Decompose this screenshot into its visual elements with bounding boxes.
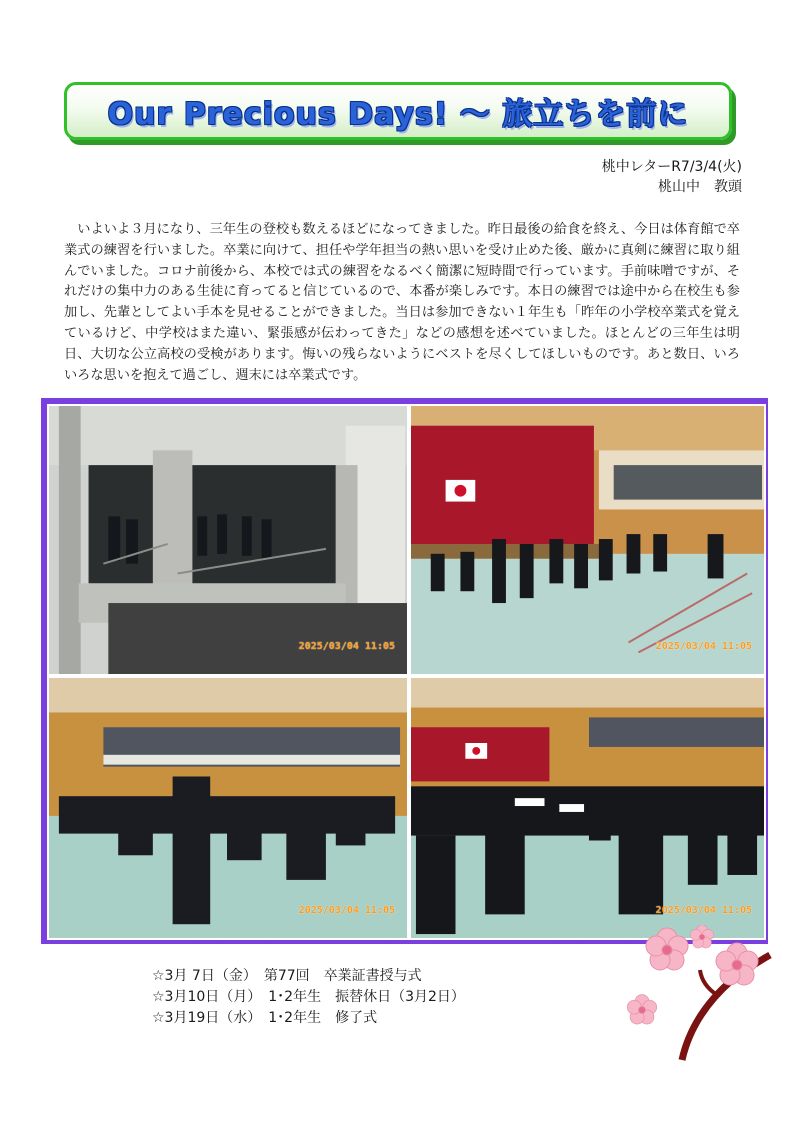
schedule-list [152,966,465,1029]
photo-entrance [47,404,409,676]
letter-author: 桃山中 教頭 [658,179,742,195]
photo-frame [41,398,768,944]
photo-timestamp: 2025/03/04 11:05 [655,905,752,916]
body-paragraph: いよいよ３月になり、三年生の登校も数えるほどになってきました。昨日最後の給食を終え、今日は体育館で卒業式の練習を行いました。卒業に向けて、担任や学年担当の熱い思いを受け止めた後、厳かに真剣に練習に取り組んでいました。コロナ前後から、本校では式の練習をなるべく簡潔に短時間で行っています。手前味噌ですが、それだけの集中力のある生徒に育ってると信じているので、本番が楽しみです。本日の練習では途中から在校生も参加し、先輩としてよい手本を見せることができました。当日は参加できない１年生も「昨年の小学校卒業式を覚えているけど、中学校はまた違い、緊張感が伝わってきた」などの感想を述べていました。ほとんどの三年生は明日、大切な公立高校の受検があります。悔いの残らないようにベストを尽くしてほしいものです。あと数日、いろいろな思いを抱えて過ごし、週末には卒業式です。 [64,222,740,383]
banner-title: Our Precious Days! 〜 旅立ちを前に [107,97,689,132]
letter-date: 桃中レターR7/3/4(火) [601,159,742,175]
photo-timestamp: 2025/03/04 11:05 [298,905,395,916]
photo-timestamp: 2025/03/04 11:05 [298,641,395,652]
cherry-blossom-icon [622,925,772,1065]
schedule-item: ☆3月10日（月） 1･2年生 振替休日（3月2日） [152,989,465,1005]
schedule-item: ☆3月 7日（金） 第77回 卒業証書授与式 [152,968,422,984]
letter-meta [602,157,742,197]
photo-stage [409,404,766,676]
photo-timestamp: 2025/03/04 11:05 [655,641,752,652]
photo-gym-wide [47,676,409,940]
schedule-item: ☆3月19日（水） 1･2年生 修了式 [152,1010,378,1026]
title-banner [64,82,732,140]
photo-gym-students [409,676,766,940]
